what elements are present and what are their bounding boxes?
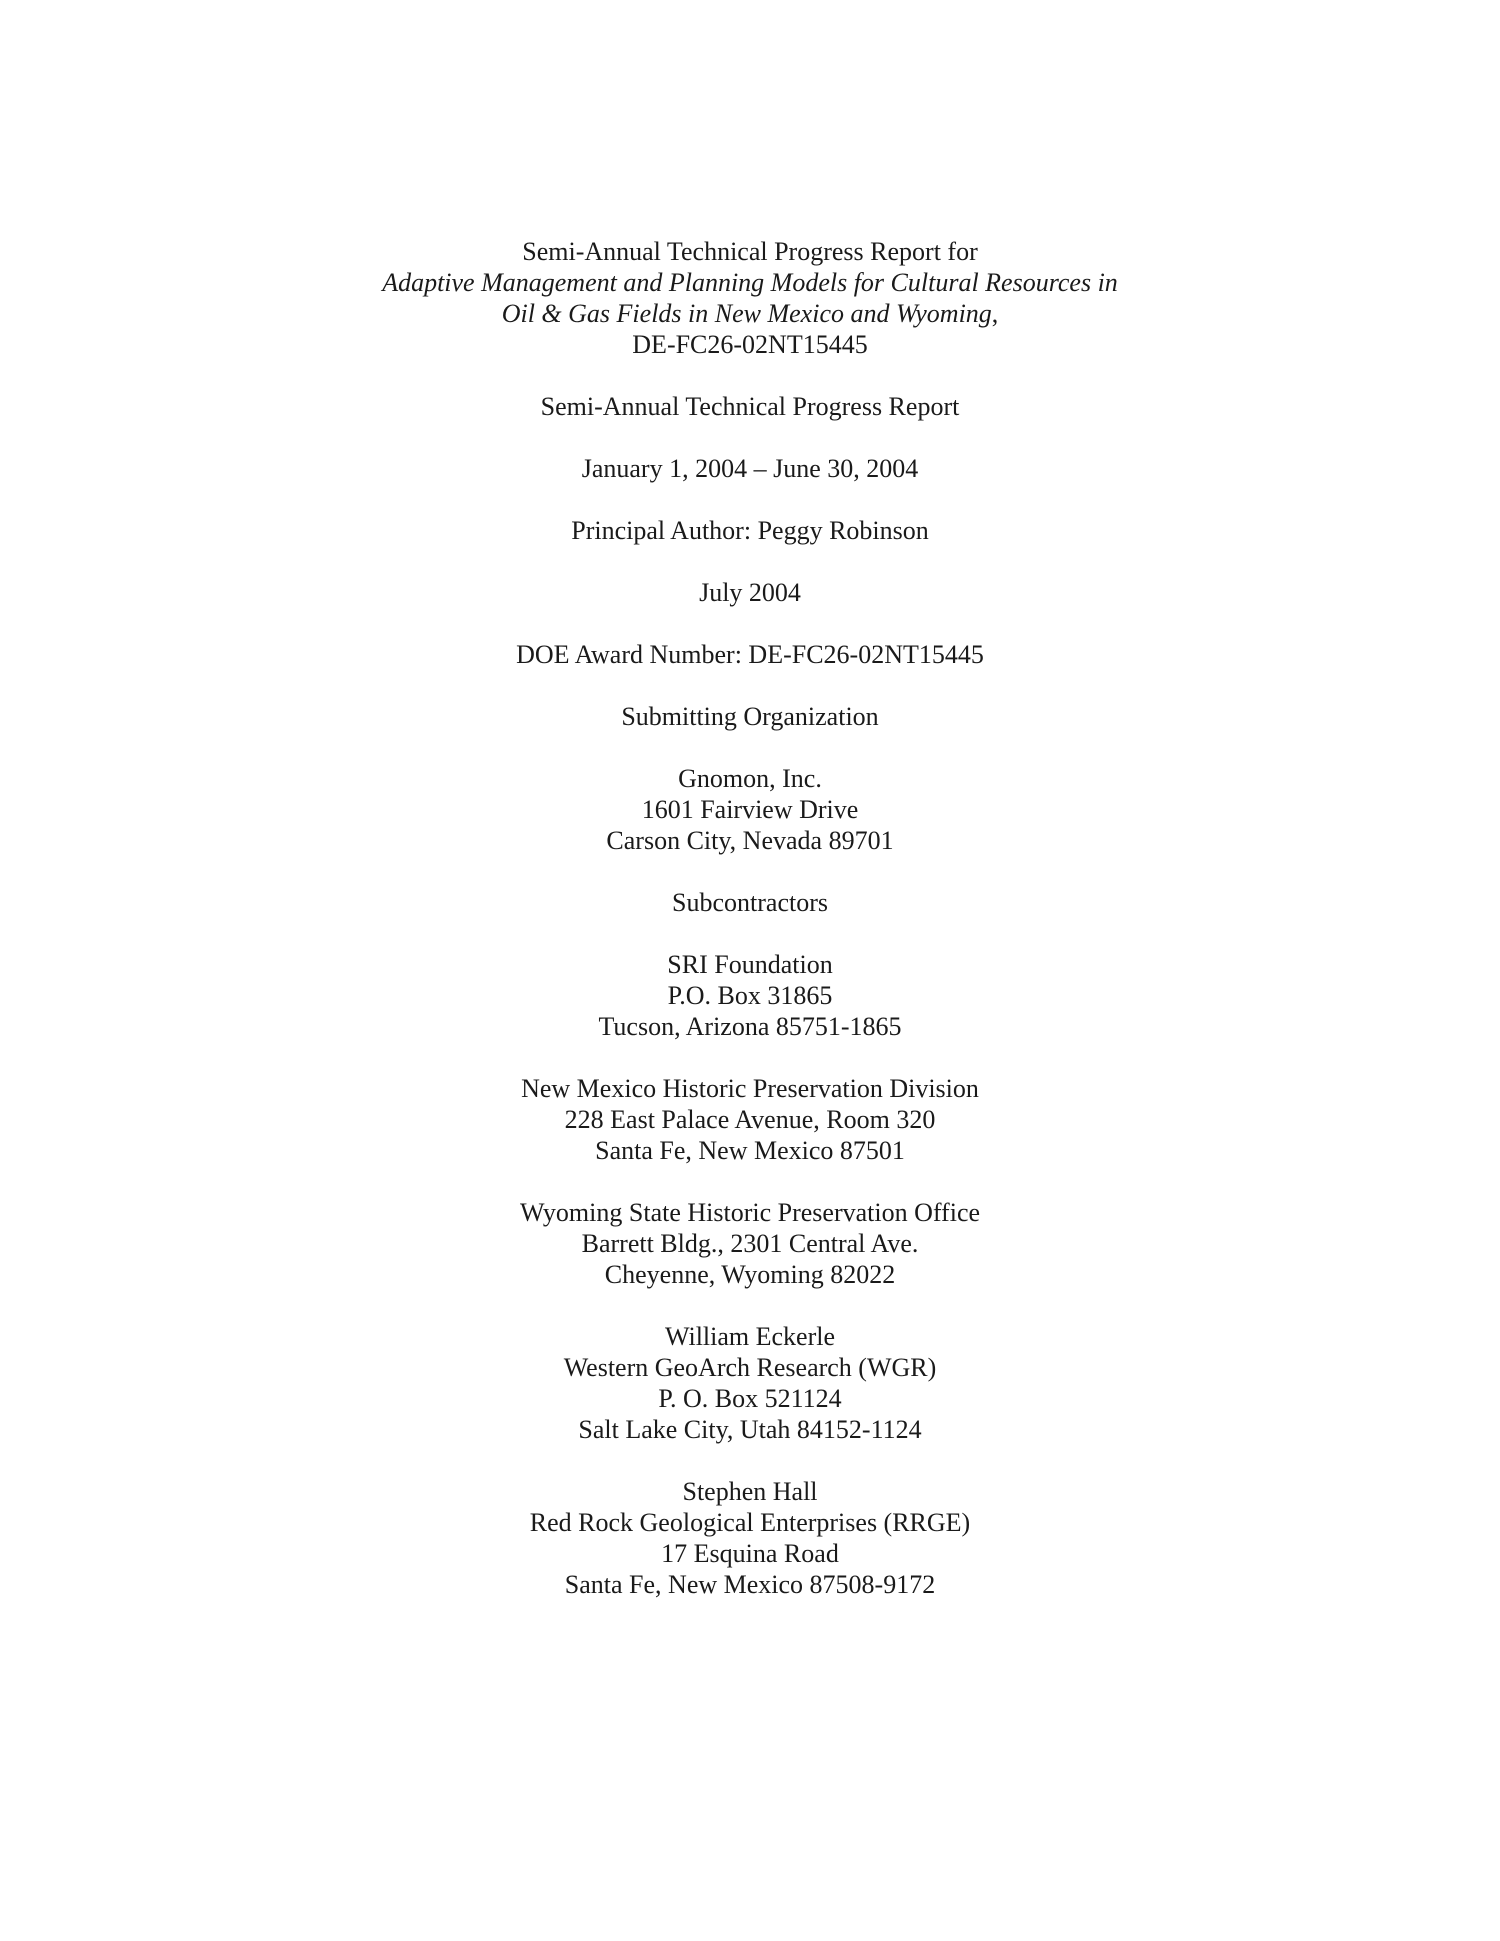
report-date: July 2004 [699,578,801,607]
subcontractor-line: Barrett Bldg., 2301 Central Ave. [581,1229,919,1258]
subcontractor-line: 17 Esquina Road [661,1539,839,1568]
subcontractor-line: Tucson, Arizona 85751-1865 [598,1012,902,1041]
subcontractors-heading: Subcontractors [672,888,828,917]
submitting-org-address [0,763,1500,856]
submitting-org-name: Gnomon, Inc. [678,764,822,793]
subcontractor-block [0,1321,1500,1445]
subcontractor-line: New Mexico Historic Preservation Division [521,1074,979,1103]
submitting-org-street: 1601 Fairview Drive [641,795,859,824]
subcontractor-line: Cheyenne, Wyoming 82022 [604,1260,896,1289]
subcontractor-line: SRI Foundation [667,950,833,979]
subcontractor-line: P.O. Box 31865 [667,981,833,1010]
subcontractor-line: 228 East Palace Avenue, Room 320 [564,1105,936,1134]
title-contract-number: DE-FC26-02NT15445 [632,330,868,359]
cover-content [0,236,1500,1600]
award-number: DOE Award Number: DE-FC26-02NT15445 [516,640,984,669]
submitting-org-heading: Submitting Organization [621,702,879,731]
subcontractor-line: Salt Lake City, Utah 84152-1124 [578,1415,922,1444]
project-title-part-1: Adaptive Management and Planning Models for Cultural Resources in [382,268,1118,297]
subcontractor-block [0,1073,1500,1166]
subcontractor-line: William Eckerle [664,1322,836,1351]
subcontractor-block [0,1197,1500,1290]
subcontractor-line: Red Rock Geological Enterprises (RRGE) [529,1508,971,1537]
title-line-3-suffix: , [991,299,999,328]
subcontractor-line: P. O. Box 521124 [658,1384,842,1413]
title-block [0,236,1500,360]
subcontractor-line: Santa Fe, New Mexico 87508-9172 [564,1570,936,1599]
principal-author: Principal Author: Peggy Robinson [571,516,929,545]
report-period: January 1, 2004 – June 30, 2004 [581,454,919,483]
submitting-org-city: Carson City, Nevada 89701 [606,826,894,855]
title-line-2 [0,267,1500,298]
subcontractor-line: Stephen Hall [682,1477,818,1506]
subcontractor-line: Wyoming State Historic Preservation Office [519,1198,981,1227]
subcontractor-block [0,1476,1500,1600]
report-type: Semi-Annual Technical Progress Report [540,392,960,421]
title-line-1: Semi-Annual Technical Progress Report for [522,237,978,266]
title-line-3 [0,298,1500,329]
subcontractor-line: Western GeoArch Research (WGR) [563,1353,937,1382]
subcontractor-line: Santa Fe, New Mexico 87501 [595,1136,905,1165]
project-title-part-2: Oil & Gas Fields in New Mexico and Wyoming [501,299,992,328]
subcontractor-block [0,949,1500,1042]
